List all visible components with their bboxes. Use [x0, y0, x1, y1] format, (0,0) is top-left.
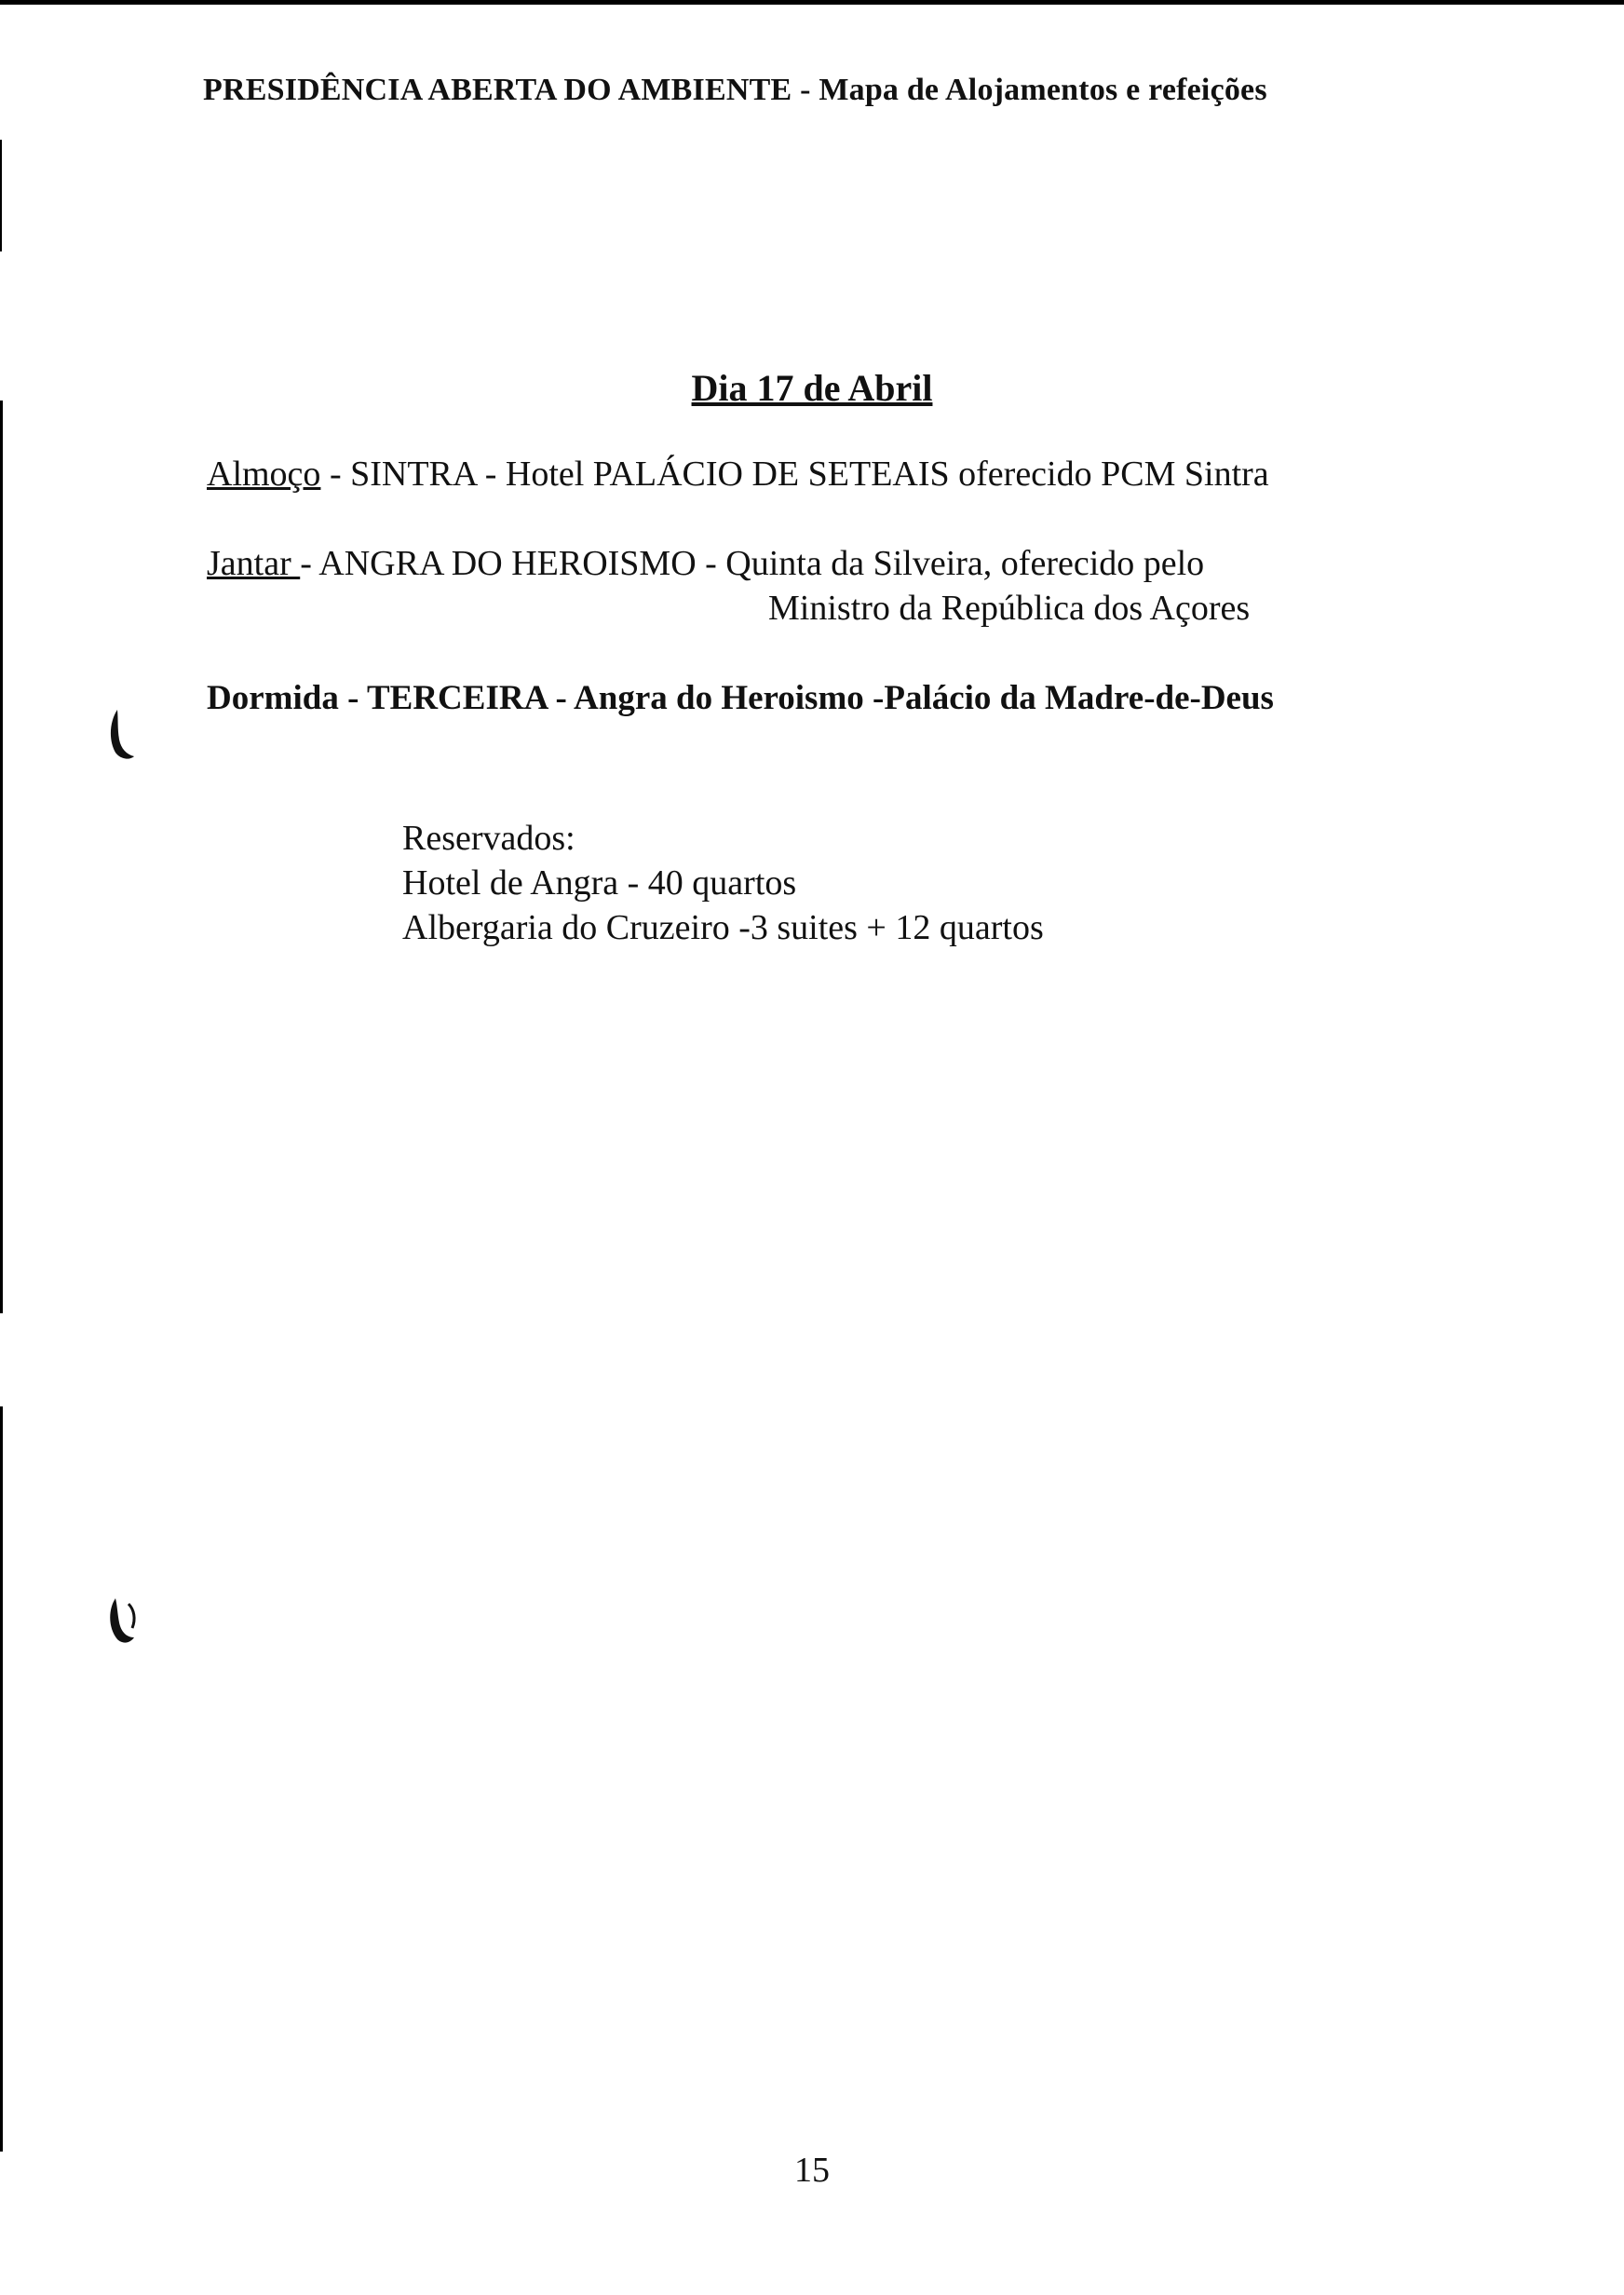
- reservation-item: Albergaria do Cruzeiro -3 suites + 12 quartos: [402, 908, 1044, 947]
- jantar-label: Jantar: [207, 544, 301, 583]
- page-header: [203, 73, 1267, 108]
- header-title: PRESIDÊNCIA ABERTA DO AMBIENTE: [203, 73, 792, 107]
- jantar-text: - ANGRA DO HEROISMO - Quinta da Silveira, oferecido pelo: [300, 544, 1205, 583]
- reservations-heading: Reservados:: [402, 819, 575, 858]
- punch-hole-mark: [104, 1593, 142, 1649]
- header-separator: -: [792, 73, 819, 107]
- almoco-text: - SINTRA - Hotel PALÁCIO DE SETEAIS oferecido PCM Sintra: [320, 455, 1269, 494]
- jantar-continuation: Ministro da República dos Açores: [768, 589, 1251, 628]
- reservation-item: Hotel de Angra - 40 quartos: [402, 863, 797, 903]
- jantar-line: [207, 543, 1204, 584]
- page-number: 15: [794, 2151, 830, 2190]
- punch-hole-mark: [104, 708, 136, 764]
- almoco-label: Almoço: [207, 455, 321, 494]
- header-subtitle: Mapa de Alojamentos e refeições: [819, 73, 1267, 107]
- top-border-rule: [0, 0, 1624, 5]
- left-scan-edge: [0, 140, 4, 2152]
- almoco-line: [207, 454, 1269, 495]
- day-title: Dia 17 de Abril: [691, 367, 933, 409]
- dormida-line: Dormida - TERCEIRA - Angra do Heroismo -Palácio da Madre-de-Deus: [207, 679, 1274, 717]
